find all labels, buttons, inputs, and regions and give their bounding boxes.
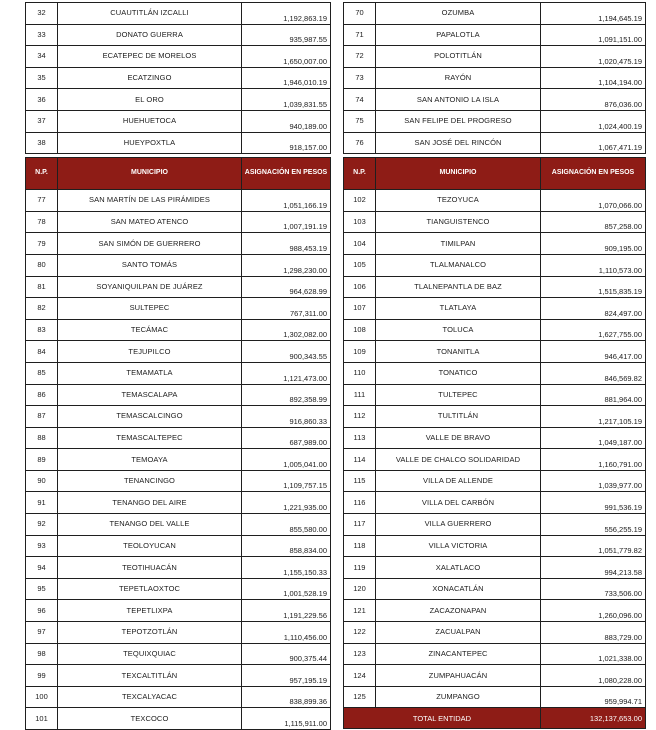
left-table-header-row xyxy=(26,158,331,190)
table-row xyxy=(26,298,331,320)
np-cell: 73 xyxy=(344,67,376,89)
pesos-cell: 857,258.00 xyxy=(541,211,646,233)
np-cell: 110 xyxy=(344,362,376,384)
table-row xyxy=(26,535,331,557)
np-cell: 95 xyxy=(26,578,58,600)
pesos-cell: 1,104,194.00 xyxy=(541,67,646,89)
pesos-cell: 1,650,007.00 xyxy=(242,46,331,68)
table-row xyxy=(344,24,646,46)
municipio-cell: TEQUIXQUIAC xyxy=(58,643,242,665)
table-row xyxy=(344,384,646,406)
np-cell: 115 xyxy=(344,470,376,492)
table-row xyxy=(26,708,331,730)
left-column xyxy=(25,2,330,730)
np-cell: 88 xyxy=(26,427,58,449)
municipio-cell: VILLA DEL CARBÓN xyxy=(376,492,541,514)
np-cell: 35 xyxy=(26,67,58,89)
pesos-cell: 1,260,096.00 xyxy=(541,600,646,622)
left-table-main xyxy=(25,157,331,730)
np-cell: 85 xyxy=(26,362,58,384)
np-cell: 113 xyxy=(344,427,376,449)
pesos-cell: 900,343.55 xyxy=(242,341,331,363)
pesos-cell: 959,994.71 xyxy=(541,686,646,708)
np-cell: 94 xyxy=(26,557,58,579)
table-row xyxy=(344,578,646,600)
municipio-cell: PAPALOTLA xyxy=(376,24,541,46)
np-cell: 97 xyxy=(26,622,58,644)
municipio-cell: OZUMBA xyxy=(376,3,541,25)
municipio-cell: TEMAMATLA xyxy=(58,362,242,384)
np-cell: 93 xyxy=(26,535,58,557)
np-cell: 108 xyxy=(344,319,376,341)
municipio-cell: TIMILPAN xyxy=(376,233,541,255)
np-cell: 71 xyxy=(344,24,376,46)
table-row xyxy=(344,427,646,449)
table-row xyxy=(344,211,646,233)
table-row xyxy=(344,470,646,492)
np-cell: 123 xyxy=(344,643,376,665)
pesos-cell: 957,195.19 xyxy=(242,665,331,687)
table-row xyxy=(344,89,646,111)
np-cell: 90 xyxy=(26,470,58,492)
municipio-cell: TEXCALTITLÁN xyxy=(58,665,242,687)
pesos-cell: 1,049,187.00 xyxy=(541,427,646,449)
table-row xyxy=(26,211,331,233)
municipio-cell: TONATICO xyxy=(376,362,541,384)
pesos-cell: 733,506.00 xyxy=(541,578,646,600)
pesos-cell: 1,115,911.00 xyxy=(242,708,331,730)
table-row xyxy=(26,319,331,341)
pesos-cell: 994,213.58 xyxy=(541,557,646,579)
municipio-cell: ZACAZONAPAN xyxy=(376,600,541,622)
right-table-header-row xyxy=(344,158,646,190)
table-row xyxy=(26,67,331,89)
pesos-cell: 1,039,831.55 xyxy=(242,89,331,111)
pesos-cell: 1,121,473.00 xyxy=(242,362,331,384)
municipio-cell: TEMOAYA xyxy=(58,449,242,471)
pesos-cell: 881,964.00 xyxy=(541,384,646,406)
pesos-cell: 838,899.36 xyxy=(242,686,331,708)
right-table-top xyxy=(343,2,646,154)
municipio-cell: TEPOTZOTLÁN xyxy=(58,622,242,644)
header-np: N.P. xyxy=(26,158,58,190)
np-cell: 99 xyxy=(26,665,58,687)
table-row xyxy=(344,492,646,514)
pesos-cell: 846,569.82 xyxy=(541,362,646,384)
table-row xyxy=(26,384,331,406)
table-row xyxy=(26,110,331,132)
municipio-cell: SAN MARTÍN DE LAS PIRÁMIDES xyxy=(58,190,242,212)
table-row xyxy=(344,298,646,320)
municipio-cell: TEOTIHUACÁN xyxy=(58,557,242,579)
table-row xyxy=(26,362,331,384)
table-row xyxy=(26,89,331,111)
table-row xyxy=(26,427,331,449)
table-row xyxy=(344,557,646,579)
np-cell: 34 xyxy=(26,46,58,68)
municipio-cell: ECATEPEC DE MORELOS xyxy=(58,46,242,68)
pesos-cell: 1,160,791.00 xyxy=(541,449,646,471)
municipio-cell: VILLA VICTORIA xyxy=(376,535,541,557)
municipio-cell: HUEHUETOCA xyxy=(58,110,242,132)
table-row xyxy=(344,110,646,132)
municipio-cell: TULTEPEC xyxy=(376,384,541,406)
np-cell: 77 xyxy=(26,190,58,212)
table-row xyxy=(26,600,331,622)
np-cell: 82 xyxy=(26,298,58,320)
municipio-cell: TEZOYUCA xyxy=(376,190,541,212)
np-cell: 107 xyxy=(344,298,376,320)
pesos-cell: 946,417.00 xyxy=(541,341,646,363)
municipio-cell: RAYÓN xyxy=(376,67,541,89)
municipio-cell: VALLE DE CHALCO SOLIDARIDAD xyxy=(376,449,541,471)
municipio-cell: SANTO TOMÁS xyxy=(58,254,242,276)
municipio-cell: TEMASCALCINGO xyxy=(58,406,242,428)
municipio-cell: VILLA GUERRERO xyxy=(376,514,541,536)
table-row xyxy=(26,665,331,687)
np-cell: 98 xyxy=(26,643,58,665)
np-cell: 103 xyxy=(344,211,376,233)
pesos-cell: 1,221,935.00 xyxy=(242,492,331,514)
table-row xyxy=(344,514,646,536)
municipio-cell: ECATZINGO xyxy=(58,67,242,89)
np-cell: 38 xyxy=(26,132,58,154)
pesos-cell: 1,191,229.56 xyxy=(242,600,331,622)
pesos-cell: 1,110,456.00 xyxy=(242,622,331,644)
np-cell: 111 xyxy=(344,384,376,406)
np-cell: 102 xyxy=(344,190,376,212)
pesos-cell: 1,298,230.00 xyxy=(242,254,331,276)
pesos-cell: 909,195.00 xyxy=(541,233,646,255)
np-cell: 105 xyxy=(344,254,376,276)
municipio-cell: DONATO GUERRA xyxy=(58,24,242,46)
table-row xyxy=(26,3,331,25)
np-cell: 121 xyxy=(344,600,376,622)
pesos-cell: 1,067,471.19 xyxy=(541,132,646,154)
np-cell: 74 xyxy=(344,89,376,111)
municipio-cell: ZACUALPAN xyxy=(376,622,541,644)
municipio-cell: TENANGO DEL AIRE xyxy=(58,492,242,514)
np-cell: 101 xyxy=(26,708,58,730)
pesos-cell: 1,946,010.19 xyxy=(242,67,331,89)
total-label: TOTAL ENTIDAD xyxy=(344,708,541,729)
table-row xyxy=(344,362,646,384)
np-cell: 125 xyxy=(344,686,376,708)
np-cell: 81 xyxy=(26,276,58,298)
pesos-cell: 991,536.19 xyxy=(541,492,646,514)
np-cell: 86 xyxy=(26,384,58,406)
left-table-top xyxy=(25,2,331,154)
municipio-cell: TEMASCALTEPEC xyxy=(58,427,242,449)
np-cell: 36 xyxy=(26,89,58,111)
table-row xyxy=(344,46,646,68)
pesos-cell: 883,729.00 xyxy=(541,622,646,644)
pesos-cell: 1,515,835.19 xyxy=(541,276,646,298)
np-cell: 76 xyxy=(344,132,376,154)
municipio-cell: ZUMPAHUACÁN xyxy=(376,665,541,687)
table-row xyxy=(26,254,331,276)
np-cell: 114 xyxy=(344,449,376,471)
pesos-cell: 1,627,755.00 xyxy=(541,319,646,341)
municipio-cell: TIANGUISTENCO xyxy=(376,211,541,233)
municipio-cell: TEPETLIXPA xyxy=(58,600,242,622)
table-row xyxy=(26,557,331,579)
municipio-cell: TEMASCALAPA xyxy=(58,384,242,406)
pesos-cell: 1,109,757.15 xyxy=(242,470,331,492)
np-cell: 33 xyxy=(26,24,58,46)
pesos-cell: 1,302,082.00 xyxy=(242,319,331,341)
table-row xyxy=(26,132,331,154)
pesos-cell: 940,189.00 xyxy=(242,110,331,132)
table-row xyxy=(26,46,331,68)
np-cell: 32 xyxy=(26,3,58,25)
table-row xyxy=(26,276,331,298)
municipio-cell: SAN JOSÉ DEL RINCÓN xyxy=(376,132,541,154)
table-row xyxy=(26,622,331,644)
pesos-cell: 687,989.00 xyxy=(242,427,331,449)
pesos-cell: 1,070,066.00 xyxy=(541,190,646,212)
table-row xyxy=(26,406,331,428)
table-row xyxy=(344,341,646,363)
np-cell: 37 xyxy=(26,110,58,132)
header-asignacion: ASIGNACIÓN EN PESOS xyxy=(242,158,331,190)
municipio-cell: HUEYPOXTLA xyxy=(58,132,242,154)
table-row xyxy=(344,686,646,708)
municipio-cell: VILLA DE ALLENDE xyxy=(376,470,541,492)
pesos-cell: 1,024,400.19 xyxy=(541,110,646,132)
pesos-cell: 1,080,228.00 xyxy=(541,665,646,687)
municipio-cell: TEJUPILCO xyxy=(58,341,242,363)
table-row xyxy=(344,622,646,644)
right-table-main xyxy=(343,157,646,729)
municipio-cell: TLALNEPANTLA DE BAZ xyxy=(376,276,541,298)
municipio-cell: ZINACANTEPEC xyxy=(376,643,541,665)
header-np: N.P. xyxy=(344,158,376,190)
table-row xyxy=(26,341,331,363)
table-row xyxy=(344,3,646,25)
pesos-cell: 858,834.00 xyxy=(242,535,331,557)
municipio-cell: CUAUTITLÁN IZCALLI xyxy=(58,3,242,25)
np-cell: 83 xyxy=(26,319,58,341)
np-cell: 70 xyxy=(344,3,376,25)
table-row xyxy=(344,449,646,471)
pesos-cell: 1,020,475.19 xyxy=(541,46,646,68)
table-row xyxy=(26,24,331,46)
np-cell: 119 xyxy=(344,557,376,579)
municipio-cell: SAN SIMÓN DE GUERRERO xyxy=(58,233,242,255)
np-cell: 100 xyxy=(26,686,58,708)
pesos-cell: 1,192,863.19 xyxy=(242,3,331,25)
pesos-cell: 767,311.00 xyxy=(242,298,331,320)
municipio-cell: TECÁMAC xyxy=(58,319,242,341)
municipio-cell: SAN ANTONIO LA ISLA xyxy=(376,89,541,111)
pesos-cell: 824,497.00 xyxy=(541,298,646,320)
np-cell: 91 xyxy=(26,492,58,514)
table-row xyxy=(26,470,331,492)
pesos-cell: 876,036.00 xyxy=(541,89,646,111)
np-cell: 87 xyxy=(26,406,58,428)
table-row xyxy=(344,665,646,687)
pesos-cell: 556,255.19 xyxy=(541,514,646,536)
table-row xyxy=(344,276,646,298)
municipio-cell: TEXCOCO xyxy=(58,708,242,730)
pesos-cell: 1,155,150.33 xyxy=(242,557,331,579)
header-municipio: MUNICIPIO xyxy=(58,158,242,190)
np-cell: 124 xyxy=(344,665,376,687)
pesos-cell: 1,021,338.00 xyxy=(541,643,646,665)
municipio-cell: XALATLACO xyxy=(376,557,541,579)
table-row xyxy=(26,190,331,212)
pesos-cell: 1,051,779.82 xyxy=(541,535,646,557)
municipio-cell: TENANGO DEL VALLE xyxy=(58,514,242,536)
pesos-cell: 892,358.99 xyxy=(242,384,331,406)
pesos-cell: 964,628.99 xyxy=(242,276,331,298)
table-row xyxy=(344,67,646,89)
table-row xyxy=(344,600,646,622)
np-cell: 96 xyxy=(26,600,58,622)
pesos-cell: 1,039,977.00 xyxy=(541,470,646,492)
pesos-cell: 1,091,151.00 xyxy=(541,24,646,46)
pesos-cell: 1,007,191.19 xyxy=(242,211,331,233)
np-cell: 80 xyxy=(26,254,58,276)
np-cell: 89 xyxy=(26,449,58,471)
municipio-cell: TULTITLÁN xyxy=(376,406,541,428)
table-row xyxy=(26,514,331,536)
municipio-cell: TEPETLAOXTOC xyxy=(58,578,242,600)
np-cell: 109 xyxy=(344,341,376,363)
municipio-cell: ZUMPANGO xyxy=(376,686,541,708)
table-row xyxy=(26,492,331,514)
pesos-cell: 855,580.00 xyxy=(242,514,331,536)
header-asignacion: ASIGNACIÓN EN PESOS xyxy=(541,158,646,190)
np-cell: 117 xyxy=(344,514,376,536)
municipio-cell: SAN FELIPE DEL PROGRESO xyxy=(376,110,541,132)
table-row xyxy=(26,449,331,471)
np-cell: 78 xyxy=(26,211,58,233)
table-row xyxy=(26,233,331,255)
municipio-cell: SULTEPEC xyxy=(58,298,242,320)
pesos-cell: 935,987.55 xyxy=(242,24,331,46)
np-cell: 120 xyxy=(344,578,376,600)
table-row xyxy=(344,535,646,557)
pesos-cell: 1,217,105.19 xyxy=(541,406,646,428)
table-row xyxy=(344,233,646,255)
municipio-cell: EL ORO xyxy=(58,89,242,111)
np-cell: 122 xyxy=(344,622,376,644)
np-cell: 72 xyxy=(344,46,376,68)
np-cell: 104 xyxy=(344,233,376,255)
municipio-cell: TEOLOYUCAN xyxy=(58,535,242,557)
pesos-cell: 1,051,166.19 xyxy=(242,190,331,212)
municipio-cell: TONANITLA xyxy=(376,341,541,363)
municipio-cell: VALLE DE BRAVO xyxy=(376,427,541,449)
pesos-cell: 1,001,528.19 xyxy=(242,578,331,600)
table-row xyxy=(344,190,646,212)
table-row xyxy=(26,686,331,708)
table-row xyxy=(26,578,331,600)
municipio-cell: TENANCINGO xyxy=(58,470,242,492)
pesos-cell: 1,110,573.00 xyxy=(541,254,646,276)
municipio-cell: TLATLAYA xyxy=(376,298,541,320)
table-row xyxy=(344,254,646,276)
total-row xyxy=(344,708,646,729)
np-cell: 106 xyxy=(344,276,376,298)
pesos-cell: 988,453.19 xyxy=(242,233,331,255)
municipio-cell: SOYANIQUILPAN DE JUÁREZ xyxy=(58,276,242,298)
pesos-cell: 1,194,645.19 xyxy=(541,3,646,25)
total-value: 132,137,653.00 xyxy=(541,708,646,729)
table-row xyxy=(344,643,646,665)
municipio-cell: TOLUCA xyxy=(376,319,541,341)
np-cell: 79 xyxy=(26,233,58,255)
municipio-cell: XONACATLÁN xyxy=(376,578,541,600)
pesos-cell: 1,005,041.00 xyxy=(242,449,331,471)
np-cell: 118 xyxy=(344,535,376,557)
right-column xyxy=(343,2,645,729)
pesos-cell: 900,375.44 xyxy=(242,643,331,665)
municipio-cell: POLOTITLÁN xyxy=(376,46,541,68)
table-row xyxy=(26,643,331,665)
pesos-cell: 916,860.33 xyxy=(242,406,331,428)
municipio-cell: TEXCALYACAC xyxy=(58,686,242,708)
table-row xyxy=(344,319,646,341)
table-row xyxy=(344,406,646,428)
np-cell: 116 xyxy=(344,492,376,514)
header-municipio: MUNICIPIO xyxy=(376,158,541,190)
municipio-cell: SAN MATEO ATENCO xyxy=(58,211,242,233)
np-cell: 92 xyxy=(26,514,58,536)
np-cell: 75 xyxy=(344,110,376,132)
table-row xyxy=(344,132,646,154)
municipio-cell: TLALMANALCO xyxy=(376,254,541,276)
np-cell: 84 xyxy=(26,341,58,363)
pesos-cell: 918,157.00 xyxy=(242,132,331,154)
np-cell: 112 xyxy=(344,406,376,428)
